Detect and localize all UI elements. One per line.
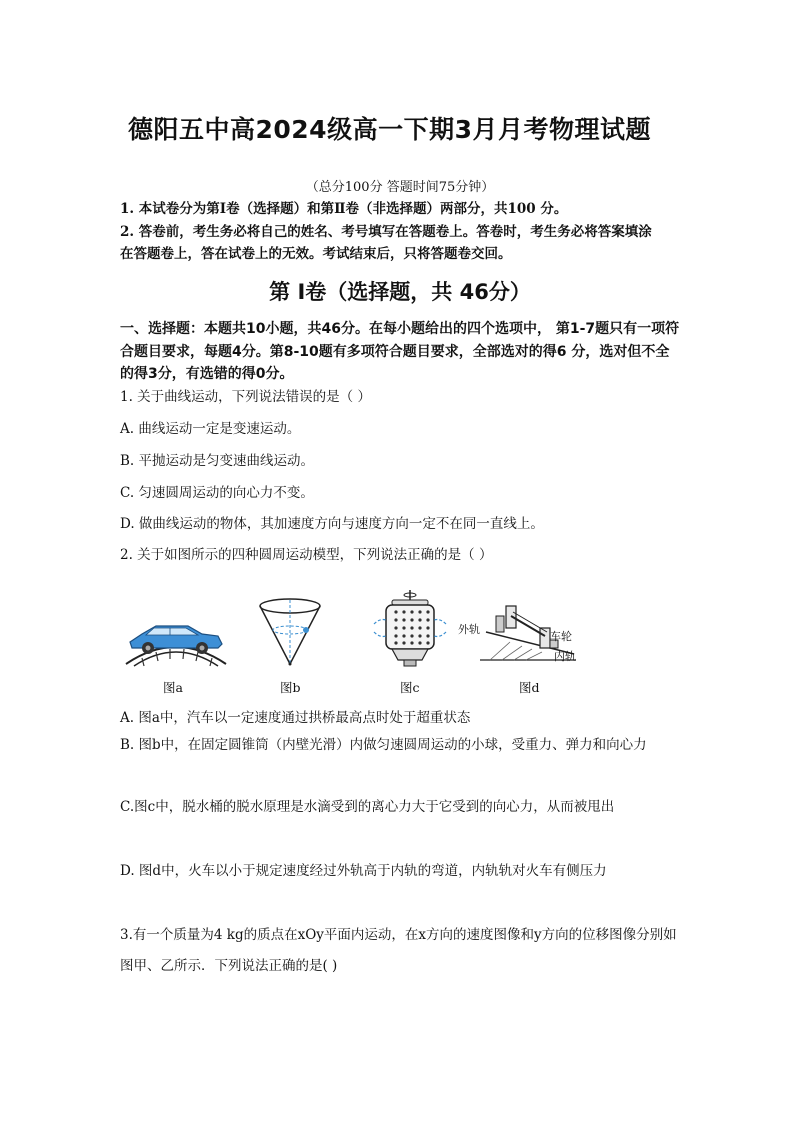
figure-d-wheel-label: 车轮	[550, 630, 572, 643]
q2-option-c: C.图c中，脱水桶的脱水原理是水滴受到的离心力大于它受到的向心力，从而被甩出	[120, 799, 615, 815]
q1-option-a: A. 曲线运动一定是变速运动。	[120, 421, 301, 437]
q2-option-a: A. 图a中，汽车以一定速度通过拱桥最高点时处于超重状态	[120, 710, 471, 726]
instruction-1: 1. 本试卷分为第Ⅰ卷（选择题）和第Ⅱ卷（非选择题）两部分，共100 分。	[120, 201, 568, 217]
section-intro: 一、选择题：本题共10小题，共46分。在每小题给出的四个选项中， 第1-7题只有一项符合题目要求，每题4分。第8-10题有多项符合题目要求，全部选对的得6 分，选对但不全的得3分，有选错的得0分。	[120, 321, 680, 382]
exam-title: 德阳五中高2024级高一下期3月月考物理试题	[128, 115, 651, 144]
figure-d-caption: 图d	[519, 680, 540, 695]
q1-option-d: D. 做曲线运动的物体，其加速度方向与速度方向一定不在同一直线上。	[120, 516, 544, 532]
figure-b-cone	[254, 596, 326, 670]
figure-d-outer-rail-label: 外轨	[458, 623, 480, 636]
q1-stem: 1. 关于曲线运动，下列说法错误的是（ ）	[120, 389, 371, 405]
section-title: 第 Ⅰ卷（选择题，共 46分）	[269, 280, 531, 304]
instruction-2: 2. 答卷前，考生务必将自己的姓名、考号填写在答题卷上。答卷时，考生务必将答案填涂在答题卷上，答在试卷上的无效。考试结束后，只将答题卷交回。	[120, 224, 652, 262]
q3-stem: 3.有一个质量为4 kg的质点在xOy平面内运动，在x方向的速度图像和y方向的位移图像分别如图甲、乙所示．下列说法正确的是( )	[120, 927, 677, 974]
q2-stem: 2. 关于如图所示的四种圆周运动模型，下列说法正确的是（ ）	[120, 547, 493, 563]
exam-meta: （总分100分 答题时间75分钟）	[305, 180, 495, 195]
q1-option-c: C. 匀速圆周运动的向心力不变。	[120, 485, 314, 501]
q2-option-b: B. 图b中，在固定圆锥筒（内壁光滑）内做匀速圆周运动的小球，受重力、弹力和向心力	[120, 737, 647, 753]
figure-b-caption: 图b	[280, 680, 301, 695]
figure-a-car-bridge	[122, 608, 230, 668]
q2-option-d: D. 图d中，火车以小于规定速度经过外轨高于内轨的弯道，内轨轨对火车有侧压力	[120, 863, 607, 879]
figure-d-inner-rail-label: 内轨	[554, 650, 576, 663]
figure-c-spin-dryer	[370, 588, 450, 672]
figure-a-caption: 图a	[163, 680, 183, 695]
q1-option-b: B. 平抛运动是匀变速曲线运动。	[120, 453, 315, 469]
figure-c-caption: 图c	[400, 680, 420, 695]
